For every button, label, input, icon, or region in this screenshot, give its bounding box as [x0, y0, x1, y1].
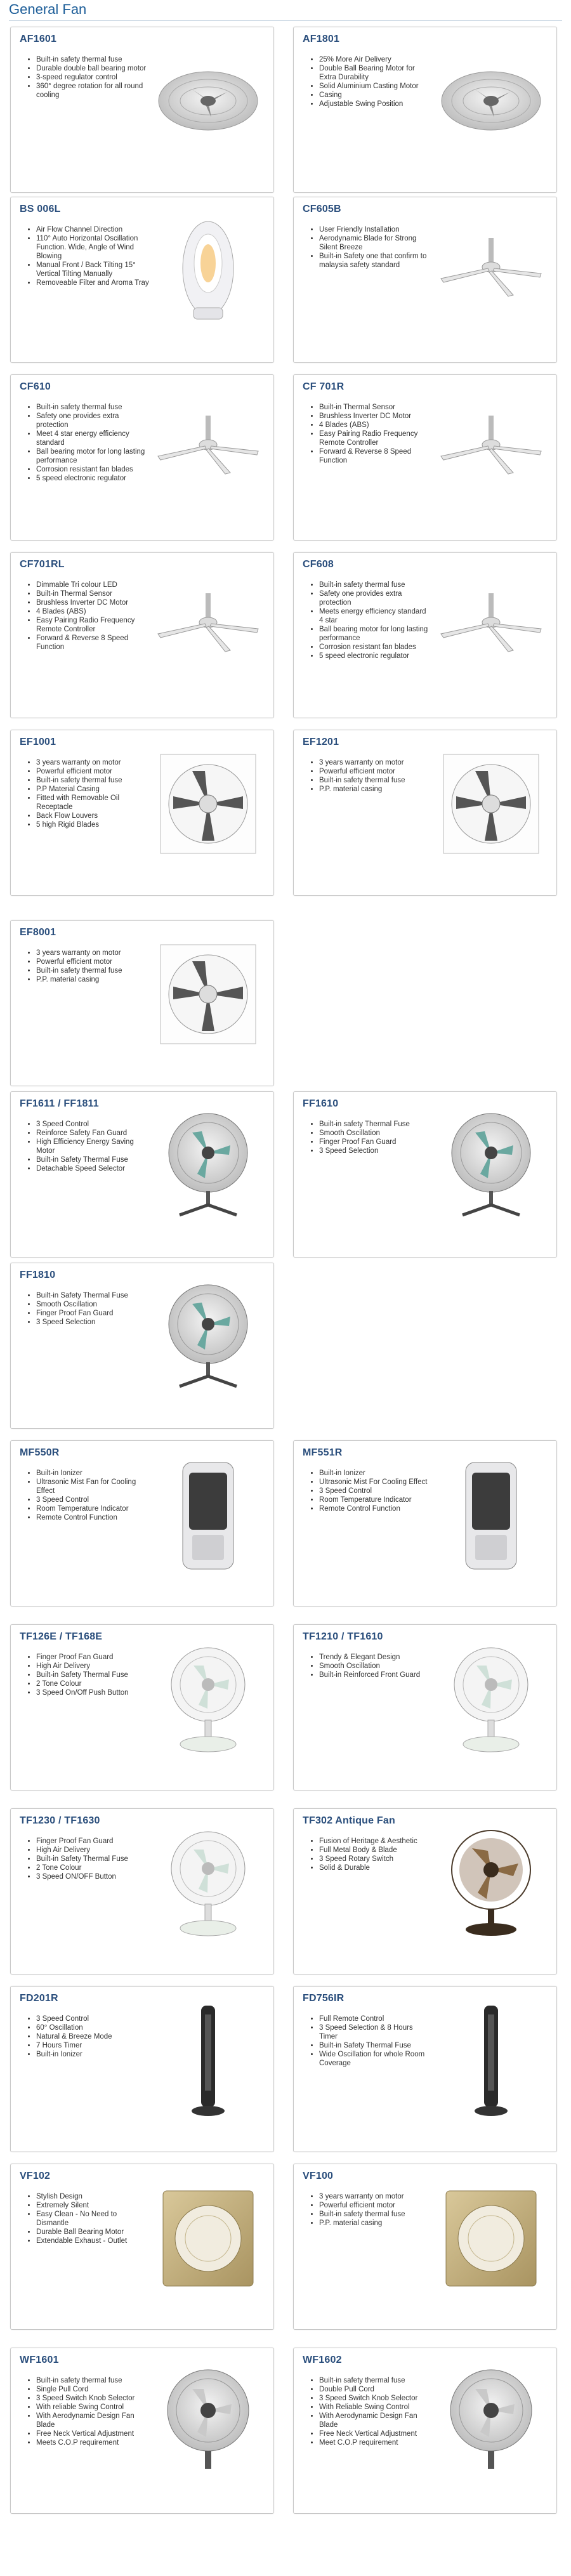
product-image[interactable]: [437, 2363, 545, 2480]
feature-item: • Brushless Inverter DC Motor: [36, 598, 149, 607]
product-card[interactable]: [10, 1440, 274, 1607]
table-fan-image: [154, 1824, 262, 1941]
bladeless-fan-image: [154, 213, 262, 329]
product-name[interactable]: TF1230 / TF1630: [20, 1815, 100, 1826]
feature-item: • 110° Auto Horizontal Oscillation Function. Wide, Angle of Wind Blowing: [36, 234, 149, 261]
ceiling-fan-image: [437, 568, 545, 685]
product-name[interactable]: CF701RL: [20, 559, 65, 570]
product-image[interactable]: [437, 2002, 545, 2119]
product-name[interactable]: TF302 Antique Fan: [303, 1815, 395, 1826]
feature-list: [319, 55, 432, 108]
product-image[interactable]: [154, 2363, 262, 2480]
feature-item: • High Air Delivery: [36, 1846, 149, 1855]
product-card[interactable]: [293, 1624, 557, 1791]
product-image[interactable]: [154, 1824, 262, 1941]
product-image[interactable]: [154, 2002, 262, 2119]
tower-fan-image: [154, 2002, 262, 2119]
feature-item: • Built-in Thermal Sensor: [319, 403, 432, 412]
feature-item: • 2 Tone Colour: [36, 1863, 149, 1872]
feature-item: • Built-in safety thermal fuse: [319, 2210, 432, 2219]
product-card[interactable]: [293, 1986, 557, 2152]
feature-item: • Air Flow Channel Direction: [36, 225, 149, 234]
feature-item: • 3 Speed Switch Knob Selector: [319, 2394, 432, 2403]
exhaust-fan-image: [154, 746, 262, 862]
feature-list: [36, 2192, 149, 2245]
feature-list: [36, 403, 149, 483]
feature-item: • Aerodynamic Blade for Strong Silent Breeze: [319, 234, 432, 252]
product-card[interactable]: [10, 1091, 274, 1258]
mist-fan-image: [437, 1456, 545, 1573]
feature-item: • Built-in Safety Thermal Fuse: [36, 1155, 149, 1164]
product-card[interactable]: [10, 2348, 274, 2514]
feature-list: [36, 2014, 149, 2059]
feature-item: • Extendable Exhaust - Outlet: [36, 2237, 149, 2245]
feature-item: • 3 Speed Rotary Switch: [319, 1855, 432, 1863]
feature-item: • P.P. material casing: [319, 2219, 432, 2228]
ceiling-fan-image: [437, 390, 545, 507]
feature-item: • Trendy & Elegant Design: [319, 1653, 432, 1662]
wall-fan-image: [437, 2363, 545, 2480]
product-card[interactable]: [10, 374, 274, 541]
feature-item: • 4 Blades (ABS): [319, 421, 432, 430]
feature-list: [36, 225, 149, 287]
product-card[interactable]: [293, 1091, 557, 1258]
feature-item: • Meets energy efficiency standard 4 star: [319, 607, 432, 625]
feature-item: • 3 Speed ON/OFF Button: [36, 1872, 149, 1881]
feature-list: [36, 949, 149, 984]
product-image[interactable]: [437, 1640, 545, 1757]
feature-list: [36, 1837, 149, 1881]
feature-item: • 3 Speed Control: [36, 2014, 149, 2023]
product-card[interactable]: [10, 1624, 274, 1791]
product-image[interactable]: [154, 2179, 262, 2296]
feature-item: • Solid & Durable: [319, 1863, 432, 1872]
feature-item: • Finger Proof Fan Guard: [36, 1837, 149, 1846]
feature-item: • Built-in safety thermal fuse: [319, 776, 432, 785]
feature-list: [36, 758, 149, 829]
feature-item: • Forward & Reverse 8 Speed Function: [319, 447, 432, 465]
feature-list: [319, 581, 432, 660]
feature-item: • Meet 4 star energy efficiency standard: [36, 430, 149, 447]
product-card[interactable]: [10, 730, 274, 896]
mist-fan-image: [154, 1456, 262, 1573]
feature-item: • Smooth Oscillation: [319, 1129, 432, 1138]
product-card[interactable]: [10, 197, 274, 363]
feature-list: [319, 1120, 432, 1155]
feature-list: [36, 1469, 149, 1522]
feature-item: • Full Metal Body & Blade: [319, 1846, 432, 1855]
feature-item: • 3 Speed On/Off Push Button: [36, 1688, 149, 1697]
feature-item: • Built-in Ionizer: [319, 1469, 432, 1478]
feature-item: • Easy Clean - No Need to Dismantle: [36, 2210, 149, 2228]
product-image[interactable]: [154, 1278, 262, 1395]
feature-item: • Double Pull Cord: [319, 2385, 432, 2394]
feature-item: • User Friendly Installation: [319, 225, 432, 234]
feature-list: [319, 2014, 432, 2068]
product-name[interactable]: MF550R: [20, 1447, 60, 1458]
feature-item: • Detachable Speed Selector: [36, 1164, 149, 1173]
product-name[interactable]: EF8001: [20, 927, 56, 938]
product-image[interactable]: [437, 2179, 545, 2296]
feature-item: • Back Flow Louvers: [36, 812, 149, 820]
feature-item: • Built-in safety thermal fuse: [36, 966, 149, 975]
feature-list: [36, 1291, 149, 1327]
product-card[interactable]: [10, 920, 274, 1086]
ceiling-fan-image: [437, 213, 545, 329]
product-image[interactable]: [437, 213, 545, 329]
product-card[interactable]: [10, 27, 274, 193]
product-name[interactable]: AF1801: [303, 34, 340, 44]
feature-item: • Built-in Ionizer: [36, 2050, 149, 2059]
ceiling-fan-image: [154, 390, 262, 507]
feature-item: • Smooth Oscillation: [36, 1300, 149, 1309]
exhaust-fan-image: [154, 936, 262, 1053]
feature-item: • Remote Control Function: [319, 1504, 432, 1513]
feature-item: • P.P Material Casing: [36, 785, 149, 794]
feature-item: • Ultrasonic Mist Fan for Cooling Effect: [36, 1478, 149, 1495]
product-name[interactable]: FD201R: [20, 1993, 58, 2004]
product-card[interactable]: [293, 1808, 557, 1975]
feature-item: • 3 Speed Selection: [36, 1318, 149, 1327]
feature-item: • 3 years warranty on motor: [319, 758, 432, 767]
feature-item: • Room Temperature Indicator: [319, 1495, 432, 1504]
page-title: General Fan: [9, 1, 87, 17]
feature-item: • Built-in safety thermal fuse: [319, 2376, 432, 2385]
feature-item: • Reinforce Safety Fan Guard: [36, 1129, 149, 1138]
product-name[interactable]: MF551R: [303, 1447, 343, 1458]
feature-item: • Built-in Safety Thermal Fuse: [36, 1671, 149, 1679]
feature-item: • Fusion of Heritage & Aesthetic: [319, 1837, 432, 1846]
feature-item: • Extremely Silent: [36, 2201, 149, 2210]
product-card[interactable]: [293, 730, 557, 896]
feature-item: • 5 speed electronic regulator: [319, 652, 432, 660]
feature-item: • 3 Speed Selection: [319, 1147, 432, 1155]
product-image[interactable]: [154, 568, 262, 685]
product-card[interactable]: [293, 552, 557, 718]
feature-list: [319, 403, 432, 465]
feature-item: • Safety one provides extra protection: [36, 412, 149, 430]
feature-item: • 3 Speed Switch Knob Selector: [36, 2394, 149, 2403]
feature-item: • 360° degree rotation for all round cooling: [36, 82, 149, 100]
product-name[interactable]: WF1602: [303, 2355, 342, 2365]
feature-list: [36, 1120, 149, 1173]
feature-item: • Ball bearing motor for long lasting performance: [319, 625, 432, 643]
feature-item: • Powerful efficient motor: [319, 2201, 432, 2210]
feature-item: • With reliable Swing Control: [36, 2403, 149, 2412]
feature-item: • With Aerodynamic Design Fan Blade: [319, 2412, 432, 2429]
product-image[interactable]: [154, 390, 262, 507]
feature-item: • Built-in safety thermal fuse: [319, 581, 432, 589]
feature-item: • Durable double ball bearing motor: [36, 64, 149, 73]
feature-item: • 3 Speed Control: [36, 1120, 149, 1129]
product-card[interactable]: [293, 27, 557, 193]
feature-item: • Built-in Ionizer: [36, 1469, 149, 1478]
product-card[interactable]: [293, 2348, 557, 2514]
feature-item: • With Aerodynamic Design Fan Blade: [36, 2412, 149, 2429]
feature-list: [36, 581, 149, 652]
feature-item: • With Reliable Swing Control: [319, 2403, 432, 2412]
orbit-fan-image: [437, 43, 545, 159]
product-image[interactable]: [154, 1640, 262, 1757]
feature-item: • Meets C.O.P requirement: [36, 2438, 149, 2447]
product-name[interactable]: CF608: [303, 559, 334, 570]
feature-item: • Meet C.O.P requirement: [319, 2438, 432, 2447]
product-card[interactable]: [10, 1263, 274, 1429]
feature-list: [319, 1837, 432, 1872]
wall-fan-image: [154, 2363, 262, 2480]
product-image[interactable]: [154, 746, 262, 862]
product-name[interactable]: TF1210 / TF1610: [303, 1631, 383, 1642]
feature-item: • Built-in Safety Thermal Fuse: [319, 2041, 432, 2050]
product-name[interactable]: WF1601: [20, 2355, 59, 2365]
feature-item: • Full Remote Control: [319, 2014, 432, 2023]
feature-item: • Built-in Safety one that confirm to malaysia safety standard: [319, 252, 432, 270]
feature-item: • Powerful efficient motor: [36, 957, 149, 966]
product-image[interactable]: [154, 936, 262, 1053]
feature-item: • Dimmable Tri colour LED: [36, 581, 149, 589]
table-fan-image: [437, 1640, 545, 1757]
product-card[interactable]: [293, 374, 557, 541]
product-name[interactable]: TF126E / TF168E: [20, 1631, 103, 1642]
feature-item: • Corrosion resistant fan blades: [319, 643, 432, 652]
product-card[interactable]: [293, 2164, 557, 2330]
product-name[interactable]: CF605B: [303, 204, 341, 214]
feature-item: • 3 years warranty on motor: [36, 758, 149, 767]
feature-item: • High Air Delivery: [36, 1662, 149, 1671]
product-image[interactable]: [437, 568, 545, 685]
product-name[interactable]: FF1810: [20, 1270, 56, 1280]
feature-item: • 3-speed regulator control: [36, 73, 149, 82]
feature-item: • Free Neck Vertical Adjustment: [36, 2429, 149, 2438]
feature-list: [319, 1653, 432, 1679]
product-name[interactable]: EF1001: [20, 737, 56, 747]
feature-item: • Finger Proof Fan Guard: [36, 1653, 149, 1662]
floor-fan-image: [154, 1278, 262, 1395]
tower-fan-image: [437, 2002, 545, 2119]
feature-item: • Built-in Reinforced Front Guard: [319, 1671, 432, 1679]
product-name[interactable]: BS 006L: [20, 204, 61, 214]
feature-item: • P.P. material casing: [36, 975, 149, 984]
feature-item: • Built-in Safety Thermal Fuse: [36, 1855, 149, 1863]
product-card[interactable]: [10, 2164, 274, 2330]
feature-list: [319, 1469, 432, 1513]
feature-list: [36, 1653, 149, 1697]
product-image[interactable]: [437, 43, 545, 159]
vent-fan-image: [437, 2179, 545, 2296]
product-name[interactable]: VF102: [20, 2171, 51, 2181]
product-image[interactable]: [437, 1107, 545, 1224]
ceiling-fan-image: [154, 568, 262, 685]
product-name[interactable]: FF1610: [303, 1098, 339, 1109]
feature-item: • Powerful efficient motor: [319, 767, 432, 776]
feature-item: • Natural & Breeze Mode: [36, 2032, 149, 2041]
feature-item: • Wide Oscillation for whole Room Coverage: [319, 2050, 432, 2068]
feature-item: • High Efficiency Energy Saving Motor: [36, 1138, 149, 1155]
table-fan-image: [154, 1640, 262, 1757]
feature-item: • 3 Speed Control: [319, 1487, 432, 1495]
feature-item: • Brushless Inverter DC Motor: [319, 412, 432, 421]
feature-item: • Room Temperature Indicator: [36, 1504, 149, 1513]
feature-list: [319, 225, 432, 270]
feature-item: • Built-in safety thermal fuse: [36, 403, 149, 412]
feature-item: • 3 Speed Selection & 8 Hours Timer: [319, 2023, 432, 2041]
feature-item: • Durable Ball Bearing Motor: [36, 2228, 149, 2237]
product-name[interactable]: CF 701R: [303, 381, 345, 392]
feature-item: • Double Ball Bearing Motor for Extra Durability: [319, 64, 432, 82]
feature-item: • Adjustable Swing Position: [319, 100, 432, 108]
feature-item: • 25% More Air Delivery: [319, 55, 432, 64]
feature-list: [36, 2376, 149, 2447]
product-name[interactable]: VF100: [303, 2171, 334, 2181]
exhaust-fan-image: [437, 746, 545, 862]
feature-item: • Built-in safety thermal fuse: [36, 55, 149, 64]
vent-fan-image: [154, 2179, 262, 2296]
feature-item: • Easy Pairing Radio Frequency Remote Controller: [36, 616, 149, 634]
feature-list: [319, 758, 432, 794]
feature-item: • Easy Pairing Radio Frequency Remote Controller: [319, 430, 432, 447]
feature-item: • P.P. material casing: [319, 785, 432, 794]
product-card[interactable]: [10, 1808, 274, 1975]
feature-item: • Remote Control Function: [36, 1513, 149, 1522]
feature-item: • Free Neck Vertical Adjustment: [319, 2429, 432, 2438]
product-name[interactable]: AF1601: [20, 34, 57, 44]
feature-item: • 3 years warranty on motor: [36, 949, 149, 957]
product-image[interactable]: [154, 43, 262, 159]
title-divider: [9, 20, 562, 21]
product-image[interactable]: [154, 1107, 262, 1224]
product-name[interactable]: FD756IR: [303, 1993, 345, 2004]
product-card[interactable]: [10, 1986, 274, 2152]
feature-list: [319, 2376, 432, 2447]
feature-item: • Finger Proof Fan Guard: [36, 1309, 149, 1318]
product-name[interactable]: CF610: [20, 381, 51, 392]
feature-item: • Built-in safety Thermal Fuse: [319, 1120, 432, 1129]
product-card[interactable]: [293, 197, 557, 363]
product-name[interactable]: EF1201: [303, 737, 339, 747]
feature-item: • 5 high Rigid Blades: [36, 820, 149, 829]
feature-item: • Built-in Thermal Sensor: [36, 589, 149, 598]
feature-item: • Fitted with Removable Oil Receptacle: [36, 794, 149, 812]
product-image[interactable]: [437, 746, 545, 862]
feature-item: • 7 Hours Timer: [36, 2041, 149, 2050]
feature-item: • Manual Front / Back Tilting 15° Vertical Tilting Manually: [36, 261, 149, 279]
orbit-fan-image: [154, 43, 262, 159]
feature-item: • Finger Proof Fan Guard: [319, 1138, 432, 1147]
feature-item: • Forward & Reverse 8 Speed Function: [36, 634, 149, 652]
feature-item: • Powerful efficient motor: [36, 767, 149, 776]
product-image[interactable]: [437, 1824, 545, 1941]
feature-item: • 4 Blades (ABS): [36, 607, 149, 616]
feature-item: • Safety one provides extra protection: [319, 589, 432, 607]
feature-item: • Built-in safety thermal fuse: [36, 776, 149, 785]
product-image[interactable]: [437, 1456, 545, 1573]
floor-fan-image: [154, 1107, 262, 1224]
feature-item: • Built-in safety thermal fuse: [36, 2376, 149, 2385]
feature-list: [36, 55, 149, 100]
feature-item: • 2 Tone Colour: [36, 1679, 149, 1688]
feature-item: • Corrosion resistant fan blades: [36, 465, 149, 474]
product-image[interactable]: [437, 390, 545, 507]
feature-list: [319, 2192, 432, 2228]
product-card[interactable]: [293, 1440, 557, 1607]
feature-item: • 5 speed electronic regulator: [36, 474, 149, 483]
feature-item: • Smooth Oscillation: [319, 1662, 432, 1671]
product-image[interactable]: [154, 1456, 262, 1573]
feature-item: • Single Pull Cord: [36, 2385, 149, 2394]
product-name[interactable]: FF1611 / FF1811: [20, 1098, 99, 1109]
feature-item: • Ultrasonic Mist For Cooling Effect: [319, 1478, 432, 1487]
product-card[interactable]: [10, 552, 274, 718]
feature-item: • Ball bearing motor for long lasting performance: [36, 447, 149, 465]
product-image[interactable]: [154, 213, 262, 329]
feature-item: • 60° Oscillation: [36, 2023, 149, 2032]
floor-fan-image: [437, 1107, 545, 1224]
antique-fan-image: [437, 1824, 545, 1941]
feature-item: • Built-in Safety Thermal Fuse: [36, 1291, 149, 1300]
feature-item: • 3 years warranty on motor: [319, 2192, 432, 2201]
feature-item: • Solid Aluminium Casting Motor: [319, 82, 432, 91]
feature-item: • Stylish Design: [36, 2192, 149, 2201]
feature-item: • 3 Speed Control: [36, 1495, 149, 1504]
feature-item: • Casing: [319, 91, 432, 100]
feature-item: • Removeable Filter and Aroma Tray: [36, 279, 149, 287]
